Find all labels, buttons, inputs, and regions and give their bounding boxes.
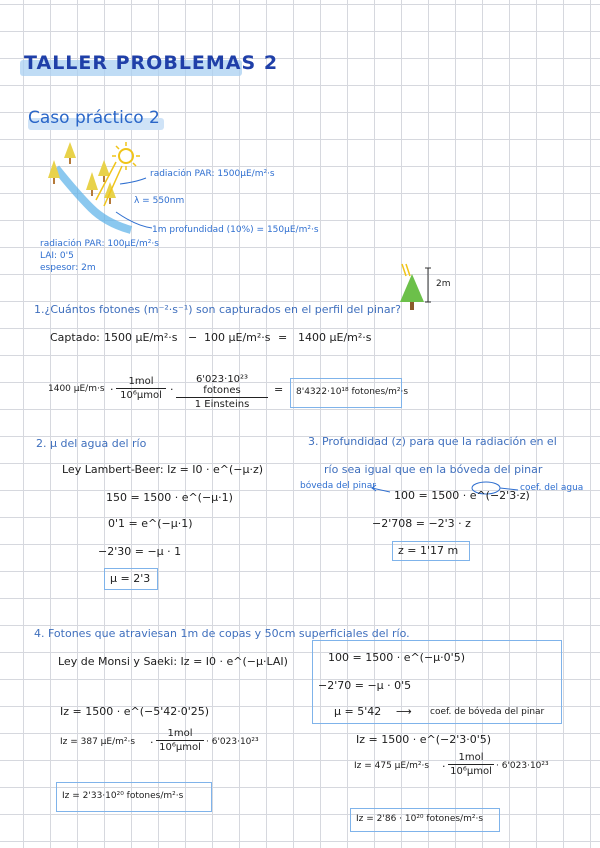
- q4-right-frac-den: 10⁶µmol: [450, 766, 492, 777]
- q4-right-line1: 100 = 1500 · e^(−µ·0'5): [328, 651, 465, 664]
- q4-left-line2-end: · 6'023·10²³: [206, 737, 259, 747]
- q2-line2: 0'1 = e^(−µ·1): [108, 517, 193, 530]
- q3-title-line2: río sea igual que en la bóveda del pinar: [324, 463, 543, 476]
- equals-sign: =: [274, 383, 284, 396]
- diagram-espesor: espesor: 2m: [40, 263, 96, 273]
- q1-frac-1-den: 10⁶µmol: [120, 390, 162, 401]
- q1-captado-result: 1400 µE/m²·s: [298, 331, 372, 344]
- page-title: TALLER PROBLEMAS 2: [24, 52, 279, 74]
- q1-conv-result: 8'4322·10¹⁸ fotones/m²·s: [296, 387, 409, 397]
- q4-right-line4: Iz = 1500 · e^(−2'3·0'5): [356, 733, 492, 746]
- q1-eq-a: 1500 µE/m²·s: [104, 331, 178, 344]
- q4-left-frac: [156, 728, 204, 753]
- q4-right-frac-num: 1mol: [448, 752, 494, 765]
- q3-line2: −2'708 = −2'3 · z: [372, 517, 471, 530]
- minus-sign: −: [188, 331, 198, 344]
- q1-captado-label: Captado:: [50, 331, 100, 344]
- q3-result: z = 1'17 m: [398, 544, 459, 557]
- q4-left-line2-start: Iz = 387 µE/m²·s: [60, 737, 136, 747]
- q4-left-frac-num: 1mol: [156, 728, 204, 741]
- q3-title-line1: 3. Profundidad (z) para que la radiación en el: [308, 435, 557, 448]
- case-title: Caso práctico 2: [28, 108, 160, 128]
- q2-line1: 150 = 1500 · e^(−µ·1): [106, 491, 233, 504]
- times-sign: ·: [442, 760, 446, 773]
- q4-right-line3: µ = 5'42: [334, 705, 382, 718]
- q4-right-frac: [448, 752, 494, 777]
- diagram-depth-label: 1m profundidad (10%) = 150µE/m²·s: [152, 225, 319, 235]
- q1-frac-2-den: 1 Einsteins: [194, 399, 250, 410]
- q1-frac-1: [116, 376, 166, 401]
- q4-right-line5-end: · 6'023·10²³: [496, 761, 549, 771]
- q3-line1: 100 = 1500 · e^(−2'3·z): [394, 489, 530, 502]
- tree-icon: [396, 262, 436, 312]
- q2-line3: −2'30 = −µ · 1: [98, 545, 182, 558]
- q1-frac-1-num: 1mol: [116, 376, 166, 389]
- times-sign: ·: [170, 383, 174, 396]
- q2-law: Ley Lambert-Beer: Iz = I0 · e^(−µ·z): [62, 463, 264, 476]
- times-sign: ·: [110, 383, 114, 396]
- q4-right-note: coef. de bóveda del pinar: [430, 707, 545, 717]
- diagram-lai: LAI: 0'5: [40, 251, 74, 261]
- equals-sign: =: [278, 331, 288, 344]
- q4-title: 4. Fotones que atraviesan 1m de copas y 50cm superficiales del río.: [34, 627, 410, 640]
- q4-law: Ley de Monsi y Saeki: Iz = I0 · e^(−µ·LAI): [58, 655, 288, 668]
- q4-left-result: Iz = 2'33·10²⁰ fotones/m²·s: [62, 791, 184, 801]
- q4-right-result: Iz = 2'86 · 10²⁰ fotones/m²·s: [356, 814, 484, 824]
- q4-left-line1: Iz = 1500 · e^(−5'42·0'25): [60, 705, 210, 718]
- q1-eq-b: 100 µE/m²·s: [204, 331, 271, 344]
- q1-question: 1.¿Cuántos fotones (m⁻²·s⁻¹) son capturados en el perfil del pinar?: [34, 303, 401, 316]
- diagram-par-label: radiación PAR: 1500µE/m²·s: [150, 169, 275, 179]
- q4-right-line5-start: Iz = 475 µE/m²·s: [354, 761, 430, 771]
- q1-conv-start: 1400 µE/m·s: [48, 384, 105, 394]
- diagram-rad-par-left: radiación PAR: 100µE/m²·s: [40, 239, 159, 249]
- q4-left-frac-den: 10⁶µmol: [159, 742, 201, 753]
- diagram-lambda: λ = 550nm: [134, 196, 185, 206]
- q4-right-line2: −2'70 = −µ · 0'5: [318, 679, 412, 692]
- q3-note-right: coef. del agua: [520, 483, 584, 493]
- q2-result: µ = 2'3: [110, 572, 151, 585]
- q2-title: 2. µ del agua del río: [36, 437, 147, 450]
- q1-frac-2: [176, 374, 268, 410]
- tree-height: 2m: [436, 279, 451, 289]
- tree-icon: [64, 142, 76, 158]
- times-sign: ·: [150, 736, 154, 749]
- q3-note-left: bóveda del pinar: [300, 481, 376, 491]
- arrow-right-icon: ⟶: [396, 705, 412, 718]
- q1-frac-2-num: 6'023·10²³ fotones: [176, 374, 268, 398]
